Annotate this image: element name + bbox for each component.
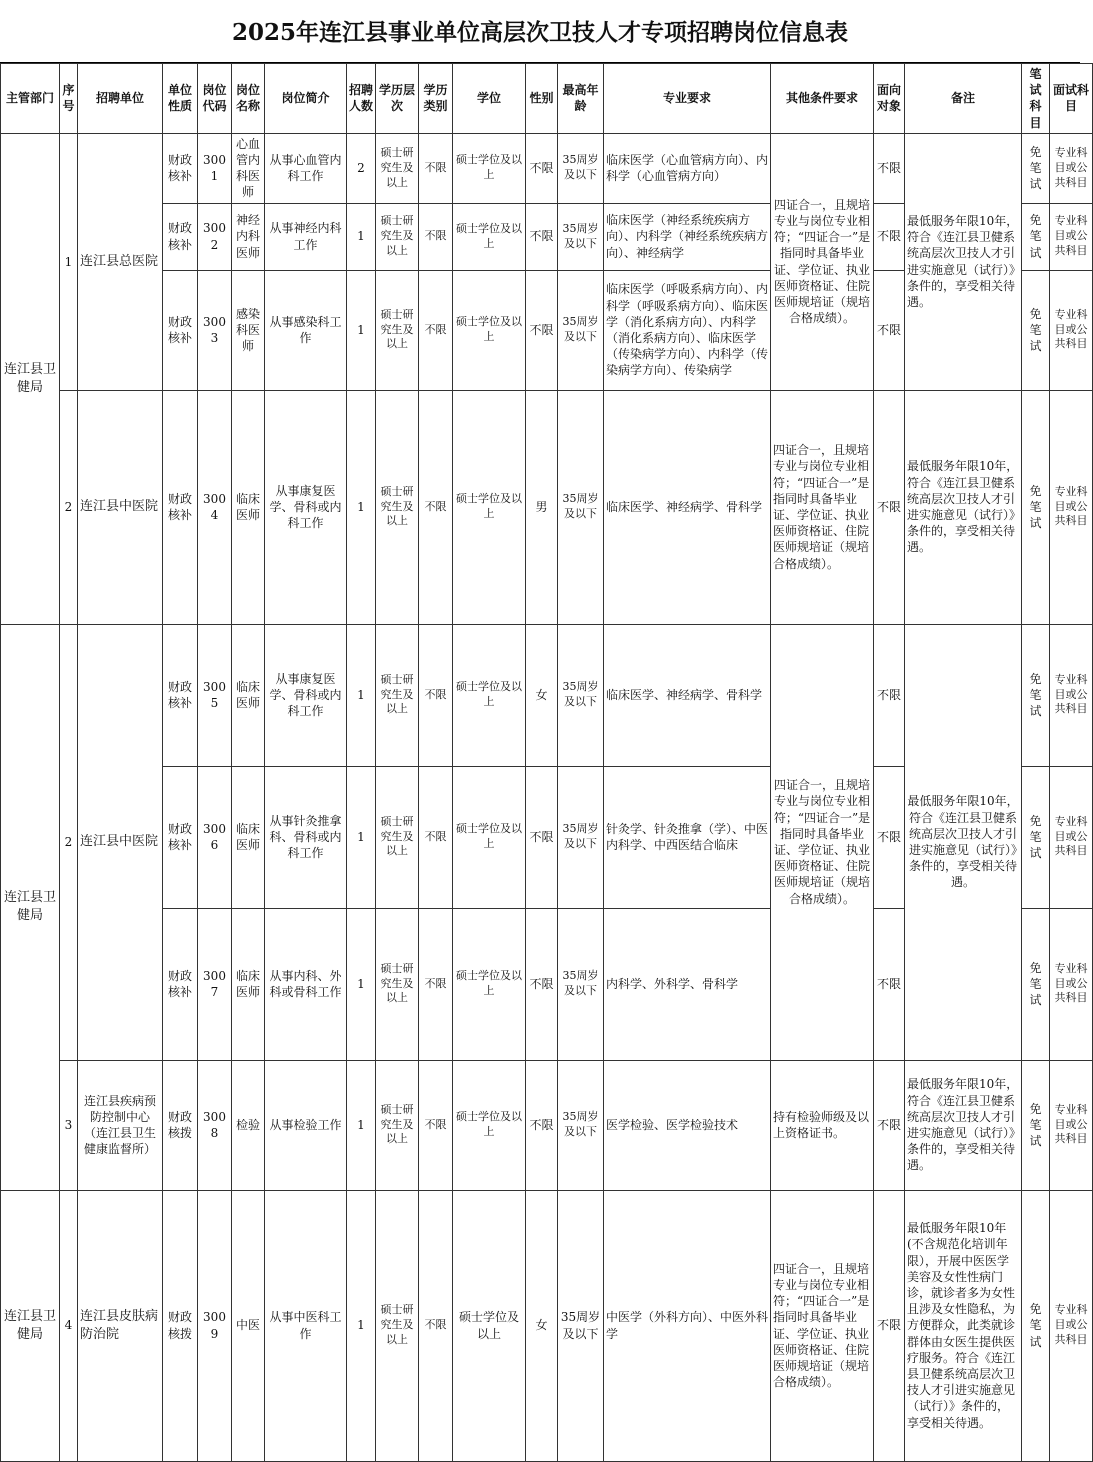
- intro-cell: 从事感染科工作: [265, 270, 347, 390]
- other-cell: 持有检验师级及以上资格证书。: [771, 1060, 874, 1190]
- seq-cell: 3: [60, 1060, 78, 1190]
- other-cell: 四证合一，且规培专业与岗位专业相符；“四证合一”是指同时具备毕业证、学位证、执业医师资格证、住院医师规培证（规培合格成绩）。: [771, 1190, 874, 1461]
- written-cell: 免笔试: [1022, 203, 1050, 270]
- edu-type-cell: 不限: [419, 766, 453, 908]
- count-cell: 1: [347, 766, 376, 908]
- edu-type-cell: 不限: [419, 133, 453, 203]
- edu-level-cell: 硕士研究生及以上: [376, 203, 419, 270]
- intro-cell: 从事内科、外科或骨科工作: [265, 908, 347, 1060]
- intro-cell: 从事针灸推拿科、骨科或内科工作: [265, 766, 347, 908]
- post-cell: 心血管内科医师: [232, 133, 265, 203]
- header-edu-level: 学历层次: [376, 64, 419, 134]
- header-row: [1, 64, 1093, 134]
- code-cell: 3008: [198, 1060, 232, 1190]
- count-cell: 1: [347, 1060, 376, 1190]
- table-row: [1, 390, 1093, 624]
- edu-type-cell: 不限: [419, 390, 453, 624]
- header-seq: 序号: [60, 64, 78, 134]
- dept-cell: 连江县卫健局: [1, 1190, 60, 1461]
- gender-cell: 不限: [526, 908, 558, 1060]
- edu-level-cell: 硕士研究生及以上: [376, 390, 419, 624]
- seq-cell: 4: [60, 1190, 78, 1461]
- edu-type-cell: 不限: [419, 203, 453, 270]
- unit-cell: 连江县皮肤病防治院: [78, 1190, 163, 1461]
- other-cell: 四证合一，且规培专业与岗位专业相符；“四证合一”是指同时具备毕业证、学位证、执业医师资格证、住院医师规培证（规培合格成绩）。: [771, 624, 874, 1060]
- intro-cell: 从事神经内科工作: [265, 203, 347, 270]
- target-cell: 不限: [874, 1060, 905, 1190]
- header-edu-type: 学历类别: [419, 64, 453, 134]
- major-cell: 临床医学（呼吸系病方向）、内科学（呼吸系病方向）、临床医学（消化系病方向）、内科学（消化系病方向）、临床医学（传染病学方向）、内科学（传染病学方向）、传染病学: [604, 270, 771, 390]
- post-cell: 临床医师: [232, 390, 265, 624]
- gender-cell: 女: [526, 624, 558, 766]
- count-cell: 2: [347, 133, 376, 203]
- gender-cell: 不限: [526, 1060, 558, 1190]
- unit-cell: 连江县中医院: [78, 624, 163, 1060]
- post-cell: 中医: [232, 1190, 265, 1461]
- intro-cell: 从事心血管内科工作: [265, 133, 347, 203]
- interview-cell: 专业科目或公共科目: [1050, 390, 1093, 624]
- header-count: 招聘人数: [347, 64, 376, 134]
- degree-cell: 硕士学位及以上: [453, 270, 526, 390]
- degree-cell: 硕士学位及以上: [453, 1060, 526, 1190]
- header-other: 其他条件要求: [771, 64, 874, 134]
- gender-cell: 男: [526, 390, 558, 624]
- age-cell: 35周岁及以下: [558, 1060, 604, 1190]
- target-cell: 不限: [874, 203, 905, 270]
- remark-cell: 最低服务年限10年，符合《连江县卫健系统高层次卫技人才引进实施意见（试行）》条件的，享受相关待遇。: [905, 624, 1022, 1060]
- remark-cell: 最低服务年限10年，符合《连江县卫健系统高层次卫技人才引进实施意见（试行）》条件的，享受相关待遇。: [905, 133, 1022, 390]
- age-cell: 35周岁及以下: [558, 133, 604, 203]
- code-cell: 3005: [198, 624, 232, 766]
- count-cell: 1: [347, 624, 376, 766]
- nature-cell: 财政核拨: [163, 1060, 198, 1190]
- interview-cell: 专业科目或公共科目: [1050, 766, 1093, 908]
- post-cell: 神经内科医师: [232, 203, 265, 270]
- edu-level-cell: 硕士研究生及以上: [376, 133, 419, 203]
- seq-cell: 2: [60, 624, 78, 1060]
- written-cell: 免笔试: [1022, 390, 1050, 624]
- header-interview: 面试科目: [1050, 64, 1093, 134]
- header-written: 笔试科目: [1022, 64, 1050, 134]
- header-code: 岗位代码: [198, 64, 232, 134]
- degree-cell: 硕士学位及以上: [453, 1190, 526, 1461]
- header-age: 最高年龄: [558, 64, 604, 134]
- written-cell: 免笔试: [1022, 624, 1050, 766]
- major-cell: 临床医学、神经病学、骨科学: [604, 390, 771, 624]
- target-cell: 不限: [874, 270, 905, 390]
- written-cell: 免笔试: [1022, 1060, 1050, 1190]
- age-cell: 35周岁及以下: [558, 766, 604, 908]
- written-cell: 免笔试: [1022, 908, 1050, 1060]
- header-intro: 岗位简介: [265, 64, 347, 134]
- remark-cell: 最低服务年限10年，符合《连江县卫健系统高层次卫技人才引进实施意见（试行）》条件的，享受相关待遇。: [905, 390, 1022, 624]
- nature-cell: 财政核补: [163, 270, 198, 390]
- post-cell: 临床医师: [232, 908, 265, 1060]
- written-cell: 免笔试: [1022, 270, 1050, 390]
- header-gender: 性别: [526, 64, 558, 134]
- recruitment-table: [0, 63, 1093, 1462]
- header-degree: 学位: [453, 64, 526, 134]
- degree-cell: 硕士学位及以上: [453, 133, 526, 203]
- count-cell: 1: [347, 1190, 376, 1461]
- nature-cell: 财政核补: [163, 624, 198, 766]
- interview-cell: 专业科目或公共科目: [1050, 624, 1093, 766]
- degree-cell: 硕士学位及以上: [453, 908, 526, 1060]
- intro-cell: 从事中医科工作: [265, 1190, 347, 1461]
- post-cell: 临床医师: [232, 766, 265, 908]
- edu-level-cell: 硕士研究生及以上: [376, 270, 419, 390]
- degree-cell: 硕士学位及以上: [453, 390, 526, 624]
- edu-level-cell: 硕士研究生及以上: [376, 766, 419, 908]
- count-cell: 1: [347, 203, 376, 270]
- degree-cell: 硕士学位及以上: [453, 203, 526, 270]
- intro-cell: 从事检验工作: [265, 1060, 347, 1190]
- count-cell: 1: [347, 270, 376, 390]
- edu-level-cell: 硕士研究生及以上: [376, 1060, 419, 1190]
- degree-cell: 硕士学位及以上: [453, 766, 526, 908]
- table-row: [1, 1060, 1093, 1190]
- major-cell: 中医学（外科方向）、中医外科学: [604, 1190, 771, 1461]
- post-cell: 检验: [232, 1060, 265, 1190]
- edu-level-cell: 硕士研究生及以上: [376, 1190, 419, 1461]
- code-cell: 3007: [198, 908, 232, 1060]
- gender-cell: 不限: [526, 133, 558, 203]
- interview-cell: 专业科目或公共科目: [1050, 1060, 1093, 1190]
- edu-type-cell: 不限: [419, 624, 453, 766]
- edu-type-cell: 不限: [419, 908, 453, 1060]
- degree-cell: 硕士学位及以上: [453, 624, 526, 766]
- target-cell: 不限: [874, 624, 905, 766]
- page-title: 2025年连江县事业单位高层次卫技人才专项招聘岗位信息表: [0, 0, 1080, 63]
- dept-cell: 连江县卫健局: [1, 133, 60, 624]
- major-cell: 针灸学、针灸推拿（学）、中医内科学、中西医结合临床: [604, 766, 771, 908]
- count-cell: 1: [347, 390, 376, 624]
- seq-cell: 2: [60, 390, 78, 624]
- header-unit: 招聘单位: [78, 64, 163, 134]
- unit-cell: 连江县疾病预防控制中心（连江县卫生健康监督所）: [78, 1060, 163, 1190]
- interview-cell: 专业科目或公共科目: [1050, 133, 1093, 203]
- age-cell: 35周岁及以下: [558, 908, 604, 1060]
- code-cell: 3006: [198, 766, 232, 908]
- header-remark: 备注: [905, 64, 1022, 134]
- target-cell: 不限: [874, 1190, 905, 1461]
- dept-cell: 连江县卫健局: [1, 624, 60, 1190]
- interview-cell: 专业科目或公共科目: [1050, 270, 1093, 390]
- age-cell: 35周岁及以下: [558, 1190, 604, 1461]
- table-row: [1, 624, 1093, 766]
- target-cell: 不限: [874, 908, 905, 1060]
- interview-cell: 专业科目或公共科目: [1050, 203, 1093, 270]
- post-cell: 临床医师: [232, 624, 265, 766]
- written-cell: 免笔试: [1022, 133, 1050, 203]
- major-cell: 医学检验、医学检验技术: [604, 1060, 771, 1190]
- target-cell: 不限: [874, 133, 905, 203]
- gender-cell: 不限: [526, 766, 558, 908]
- header-nature: 单位性质: [163, 64, 198, 134]
- count-cell: 1: [347, 908, 376, 1060]
- post-cell: 感染科医师: [232, 270, 265, 390]
- interview-cell: 专业科目或公共科目: [1050, 1190, 1093, 1461]
- nature-cell: 财政核补: [163, 908, 198, 1060]
- target-cell: 不限: [874, 766, 905, 908]
- target-cell: 不限: [874, 390, 905, 624]
- nature-cell: 财政核补: [163, 133, 198, 203]
- gender-cell: 不限: [526, 203, 558, 270]
- code-cell: 3004: [198, 390, 232, 624]
- unit-cell: 连江县总医院: [78, 133, 163, 390]
- intro-cell: 从事康复医学、骨科或内科工作: [265, 624, 347, 766]
- age-cell: 35周岁及以下: [558, 390, 604, 624]
- code-cell: 3009: [198, 1190, 232, 1461]
- nature-cell: 财政核拨: [163, 1190, 198, 1461]
- table-row: [1, 1190, 1093, 1461]
- nature-cell: 财政核补: [163, 390, 198, 624]
- header-post: 岗位名称: [232, 64, 265, 134]
- major-cell: 内科学、外科学、骨科学: [604, 908, 771, 1060]
- edu-type-cell: 不限: [419, 270, 453, 390]
- other-cell: 四证合一，且规培专业与岗位专业相符；“四证合一”是指同时具备毕业证、学位证、执业医师资格证、住院医师规培证（规培合格成绩）。: [771, 390, 874, 624]
- edu-level-cell: 硕士研究生及以上: [376, 908, 419, 1060]
- header-target: 面向对象: [874, 64, 905, 134]
- gender-cell: 女: [526, 1190, 558, 1461]
- remark-cell: 最低服务年限10年(不含规范化培训年限），开展中医医学美容及女性性病门诊，就诊者多为女性且涉及女性隐私，为方便群众，此类就诊群体由女医生提供医疗服务。符合《连江县卫健系统高层次卫技人才引进实施意见（试行）》条件的，享受相关待遇。: [905, 1190, 1022, 1461]
- intro-cell: 从事康复医学、骨科或内科工作: [265, 390, 347, 624]
- header-dept: 主管部门: [1, 64, 60, 134]
- remark-cell: 最低服务年限10年，符合《连江县卫健系统高层次卫技人才引进实施意见（试行）》条件的，享受相关待遇。: [905, 1060, 1022, 1190]
- major-cell: 临床医学（心血管病方向）、内科学（心血管病方向）: [604, 133, 771, 203]
- unit-cell: 连江县中医院: [78, 390, 163, 624]
- gender-cell: 不限: [526, 270, 558, 390]
- written-cell: 免笔试: [1022, 1190, 1050, 1461]
- table-row: [1, 133, 1093, 203]
- header-major: 专业要求: [604, 64, 771, 134]
- age-cell: 35周岁及以下: [558, 624, 604, 766]
- seq-cell: 1: [60, 133, 78, 390]
- nature-cell: 财政核补: [163, 766, 198, 908]
- code-cell: 3002: [198, 203, 232, 270]
- nature-cell: 财政核补: [163, 203, 198, 270]
- code-cell: 3001: [198, 133, 232, 203]
- major-cell: 临床医学、神经病学、骨科学: [604, 624, 771, 766]
- other-cell: 四证合一，且规培专业与岗位专业相符；“四证合一”是指同时具备毕业证、学位证、执业医师资格证、住院医师规培证（规培合格成绩）。: [771, 133, 874, 390]
- age-cell: 35周岁及以下: [558, 270, 604, 390]
- edu-type-cell: 不限: [419, 1060, 453, 1190]
- edu-level-cell: 硕士研究生及以上: [376, 624, 419, 766]
- written-cell: 免笔试: [1022, 766, 1050, 908]
- code-cell: 3003: [198, 270, 232, 390]
- interview-cell: 专业科目或公共科目: [1050, 908, 1093, 1060]
- age-cell: 35周岁及以下: [558, 203, 604, 270]
- major-cell: 临床医学（神经系统疾病方向）、内科学（神经系统疾病方向）、神经病学: [604, 203, 771, 270]
- edu-type-cell: 不限: [419, 1190, 453, 1461]
